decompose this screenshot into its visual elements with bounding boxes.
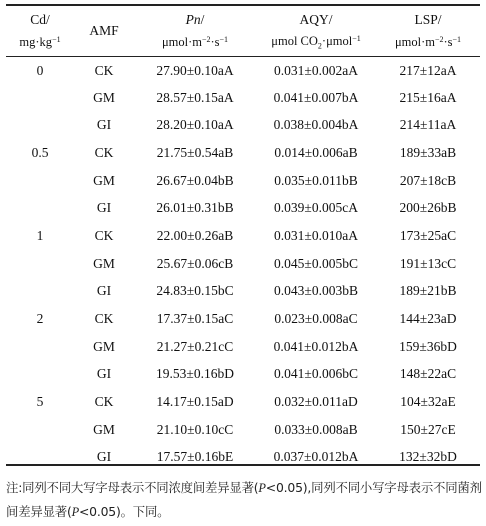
cell-pn: 24.83±0.15bC <box>156 283 234 299</box>
cell-amf: GI <box>96 200 112 216</box>
cell-pn: 22.00±0.26aB <box>156 227 234 243</box>
cell-cd: 1 <box>36 227 44 243</box>
cell-lsp: 214±11aA <box>399 117 457 133</box>
cell-pn: 21.10±0.10cC <box>156 421 234 437</box>
cell-amf: GI <box>96 366 112 382</box>
cell-cd <box>6 416 74 444</box>
cell-amf: CK <box>94 144 114 160</box>
cell-lsp: 207±18cB <box>399 172 457 188</box>
header-aqy: AQY/ <box>299 12 333 27</box>
cell-amf: CK <box>94 227 114 243</box>
cell-cd: 0 <box>36 63 44 79</box>
table-row <box>6 361 480 389</box>
cell-lsp: 189±33aB <box>399 144 457 160</box>
table-row <box>6 333 480 361</box>
cell-lsp: 159±36bD <box>399 338 457 354</box>
cell-aqy: 0.037±0.012bA <box>273 449 359 465</box>
cell-amf: CK <box>94 63 114 79</box>
cell-cd <box>6 278 74 306</box>
table-row <box>6 222 480 250</box>
cell-aqy: 0.023±0.008aC <box>274 311 358 327</box>
cell-amf: GM <box>93 172 115 188</box>
cell-cd <box>6 111 74 139</box>
cell-amf: GI <box>96 117 112 133</box>
header-lsp: LSP/ <box>414 12 442 27</box>
cell-pn: 17.37±0.15aC <box>156 311 234 327</box>
table-row <box>6 416 480 444</box>
cell-pn: 17.57±0.16bE <box>156 449 234 465</box>
header-pn-unit: $\mu mol\cdot m^{-2}\cdot s^{-1}$ <box>161 34 229 49</box>
cell-aqy: 0.041±0.012bA <box>273 338 359 354</box>
table-row <box>6 278 480 306</box>
table-header <box>6 5 480 56</box>
cell-lsp: 148±22aC <box>399 366 457 382</box>
table-row <box>6 250 480 278</box>
cell-amf: CK <box>94 311 114 327</box>
cell-aqy: 0.038±0.004bA <box>273 117 359 133</box>
header-cd-unit-label: Cd/ <box>30 12 50 27</box>
table-row <box>6 444 480 472</box>
cell-pn: 25.67±0.06cB <box>156 255 234 271</box>
header-aqy-unit: μmol $CO_2\cdot\mu mol^{-1}$ <box>271 33 361 51</box>
cell-pn: 28.57±0.15aA <box>156 89 234 105</box>
cell-lsp: 150±27cE <box>400 421 456 437</box>
cell-cd <box>6 333 74 361</box>
cell-cd: 0.5 <box>31 144 49 160</box>
cell-cd <box>6 194 74 222</box>
cell-aqy: 0.033±0.008aB <box>274 421 358 437</box>
table-row <box>6 84 480 112</box>
table-row <box>6 167 480 195</box>
cell-lsp: 132±32bD <box>399 449 457 465</box>
cell-pn: 21.27±0.21cC <box>156 338 234 354</box>
cell-amf: GM <box>93 89 115 105</box>
table-row <box>6 56 480 84</box>
cell-cd <box>6 444 74 472</box>
cell-pn: 27.90±0.10aA <box>156 63 234 79</box>
header-pn: Pn/ <box>185 12 205 27</box>
cell-cd: 2 <box>36 311 44 327</box>
cell-aqy: 0.043±0.003bB <box>274 283 358 299</box>
cell-cd: 5 <box>36 394 44 410</box>
cell-amf: GM <box>93 338 115 354</box>
cell-lsp: 104±32aE <box>400 394 456 410</box>
table-row <box>6 194 480 222</box>
cell-lsp: 173±25aC <box>399 227 457 243</box>
cell-amf: GM <box>93 421 115 437</box>
cell-lsp: 191±13cC <box>399 255 457 271</box>
cell-aqy: 0.041±0.007bA <box>273 89 359 105</box>
cell-lsp: 144±23aD <box>399 311 457 327</box>
cell-aqy: 0.014±0.006aB <box>274 144 358 160</box>
cell-lsp: 217±12aA <box>399 63 457 79</box>
cell-aqy: 0.039±0.005cA <box>274 200 358 216</box>
cell-cd <box>6 167 74 195</box>
cell-pn: 19.53±0.16bD <box>156 366 234 382</box>
cell-pn: 26.01±0.31bB <box>156 200 234 216</box>
table-row <box>6 139 480 167</box>
cell-amf: GM <box>93 255 115 271</box>
header-amf: AMF <box>89 22 119 38</box>
cell-lsp: 215±16aA <box>399 89 457 105</box>
cell-pn: 14.17±0.15aD <box>156 394 234 410</box>
cell-amf: GI <box>96 283 112 299</box>
cell-lsp: 189±21bB <box>399 283 457 299</box>
cell-cd <box>6 250 74 278</box>
table-body <box>6 56 480 471</box>
cell-pn: 21.75±0.54aB <box>156 144 234 160</box>
cell-aqy: 0.031±0.010aA <box>274 227 358 243</box>
cell-aqy: 0.041±0.006bC <box>274 366 358 382</box>
header-cd-unit: $mg\cdot kg^{-1}$ <box>19 34 61 49</box>
cell-cd <box>6 361 74 389</box>
cell-aqy: 0.032±0.011aD <box>274 394 358 410</box>
cell-aqy: 0.045±0.005bC <box>274 255 358 271</box>
cell-aqy: 0.035±0.011bB <box>274 172 358 188</box>
cell-pn: 26.67±0.04bB <box>156 172 234 188</box>
table-row <box>6 388 480 416</box>
cell-cd <box>6 84 74 112</box>
header-lsp-unit: $\mu mol\cdot m^{-2}\cdot s^{-1}$ <box>394 34 462 49</box>
photosynthesis-table <box>6 5 480 471</box>
cell-aqy: 0.031±0.002aA <box>274 63 358 79</box>
cell-pn: 28.20±0.10aA <box>156 117 234 133</box>
table-row <box>6 111 480 139</box>
table-row <box>6 305 480 333</box>
cell-amf: GI <box>96 449 112 465</box>
cell-lsp: 200±26bB <box>399 200 457 216</box>
table-footnote: 注:同列不同大写字母表示不同浓度间差异显著(P<0.05),同列不同小写字母表示不同菌剂间差异显著(P<0.05)。下同。 <box>6 480 482 519</box>
cell-amf: CK <box>94 394 114 410</box>
